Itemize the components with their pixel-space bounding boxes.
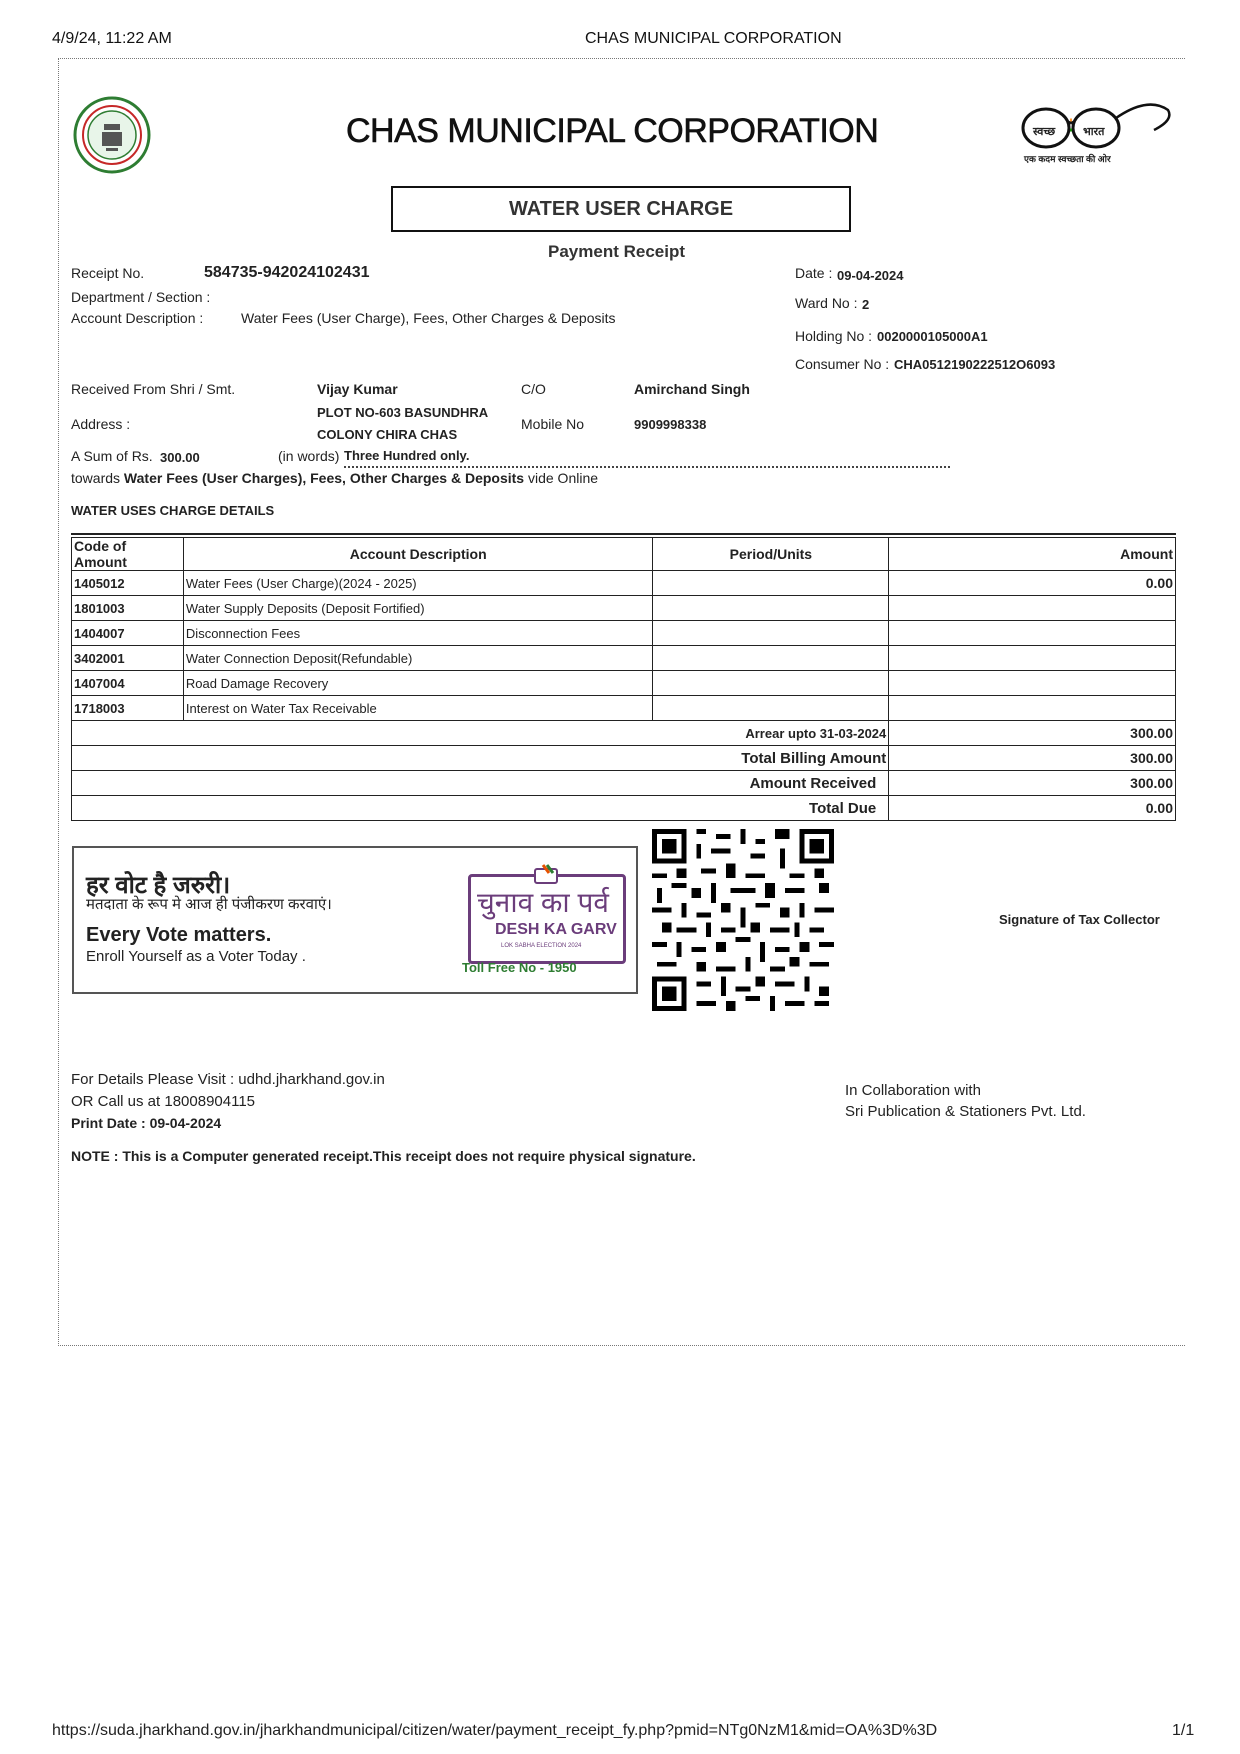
vote-hindi-sub: मतदाता के रूप मे आज ही पंजीकरण करवाएं। (86, 896, 332, 913)
col-header-desc: Account Description (183, 538, 653, 571)
row-code: 1718003 (72, 696, 184, 721)
toll-free-number: Toll Free No - 1950 (462, 960, 577, 975)
footer-details: For Details Please Visit : udhd.jharkhand.gov.in (71, 1071, 385, 1088)
print-page-number: 1/1 (1172, 1722, 1195, 1739)
mobile-label: Mobile No (521, 416, 585, 432)
row-code: 1407004 (72, 671, 184, 696)
summary-label: Total Due (72, 796, 889, 821)
ward-label: Ward No : (795, 295, 858, 311)
print-url: https://suda.jharkhand.gov.in/jharkhandmunicipal/citizen/water/payment_receipt_fy.php?pmid=NTg0NzM1&mid=OA%3D%3D (52, 1722, 938, 1739)
jharkhand-emblem-icon (72, 96, 152, 174)
row-code: 3402001 (72, 646, 184, 671)
table-top-rule (71, 533, 1176, 535)
received-from-label: Received From Shri / Smt. (71, 381, 236, 397)
print-page-title: CHAS MUNICIPAL CORPORATION (585, 30, 842, 47)
swachh-left-text: स्वच्छ (1033, 126, 1056, 138)
row-code: 1404007 (72, 621, 184, 646)
row-period (653, 671, 889, 696)
row-desc: Interest on Water Tax Receivable (183, 696, 653, 721)
row-code: 1405012 (72, 571, 184, 596)
row-code: 1801003 (72, 596, 184, 621)
received-from-value: Vijay Kumar (317, 381, 398, 397)
footer-call: OR Call us at 18008904115 (71, 1093, 256, 1110)
col-header-amount: Amount (889, 538, 1176, 571)
department-label: Department / Section : (71, 289, 211, 305)
holding-label: Holding No : (795, 328, 873, 344)
account-desc-value: Water Fees (User Charge), Fees, Other Charges & Deposits (241, 310, 616, 326)
election-logo (468, 874, 626, 964)
consumer-label: Consumer No : (795, 356, 890, 372)
footer-print-date: Print Date : 09-04-2024 (71, 1115, 222, 1131)
water-user-charge-title: WATER USER CHARGE (391, 186, 851, 232)
address-line1: PLOT NO-603 BASUNDHRA (317, 405, 489, 420)
summary-amount: 300.00 (889, 771, 1176, 796)
election-logo-hindi: चुनाव का पर्व (477, 887, 609, 918)
receipt-no-value: 584735-942024102431 (204, 264, 370, 281)
summary-row-total-due (72, 796, 1176, 821)
vide-text: vide Online (527, 470, 599, 486)
table-row (72, 671, 1176, 696)
table-row (72, 621, 1176, 646)
mobile-value: 9909998338 (634, 417, 707, 432)
row-desc: Disconnection Fees (183, 621, 653, 646)
row-amount (889, 646, 1176, 671)
election-logo-small: LOK SABHA ELECTION 2024 (501, 943, 582, 949)
summary-row-arrear (72, 721, 1176, 746)
in-words-label: (in words) (278, 448, 340, 464)
footer-note: NOTE : This is a Computer generated receipt.This receipt does not require physical signature. (71, 1148, 696, 1164)
address-line2: COLONY CHIRA CHAS (317, 427, 458, 442)
summary-label: Amount Received (72, 771, 889, 796)
table-row (72, 696, 1176, 721)
row-period (653, 596, 889, 621)
summary-amount: 300.00 (889, 721, 1176, 746)
table-row (72, 646, 1176, 671)
election-logo-english: DESH KA GARV (495, 921, 617, 938)
ballot-finger-icon (531, 863, 561, 885)
address-label: Address : (71, 416, 131, 432)
summary-label: Arrear upto 31-03-2024 (72, 721, 889, 746)
ward-value: 2 (862, 297, 870, 312)
payment-receipt-subtitle: Payment Receipt (548, 242, 685, 261)
qr-code-icon (652, 829, 834, 1011)
summary-amount: 0.00 (889, 796, 1176, 821)
account-desc-label: Account Description : (71, 310, 204, 326)
row-amount (889, 696, 1176, 721)
row-period (653, 696, 889, 721)
row-amount: 0.00 (889, 571, 1176, 596)
swachh-tagline: एक कदम स्वच्छता की ओर (1024, 154, 1111, 164)
col-header-code: Code of Amount (72, 538, 184, 571)
table-row (72, 571, 1176, 596)
print-datetime: 4/9/24, 11:22 AM (52, 30, 172, 47)
signature-label: Signature of Tax Collector (999, 912, 1160, 927)
towards-line (71, 470, 598, 486)
row-amount (889, 596, 1176, 621)
col-header-period: Period/Units (653, 538, 889, 571)
row-period (653, 571, 889, 596)
date-value: 09-04-2024 (837, 268, 904, 283)
towards-label: towards (71, 470, 121, 486)
row-period (653, 646, 889, 671)
row-desc: Water Connection Deposit(Refundable) (183, 646, 653, 671)
charge-details-table (71, 537, 1176, 821)
receipt-no-label: Receipt No. (71, 265, 145, 281)
table-header-row (72, 538, 1176, 571)
co-value: Amirchand Singh (634, 381, 750, 397)
footer-collab1: In Collaboration with (845, 1082, 981, 1099)
vote-hindi-title: हर वोट है जरुरी। (86, 872, 231, 899)
row-desc: Water Fees (User Charge)(2024 - 2025) (183, 571, 653, 596)
vote-english-title: Every Vote matters. (86, 924, 272, 946)
row-period (653, 621, 889, 646)
vote-english-sub: Enroll Yourself as a Voter Today . (86, 948, 306, 965)
holding-value: 0020000105000A1 (877, 329, 988, 344)
towards-value: Water Fees (User Charges), Fees, Other Charges & Deposits (123, 470, 525, 486)
vote-banner (72, 846, 638, 994)
date-label: Date : (795, 265, 833, 281)
table-row (72, 596, 1176, 621)
summary-row-amount-received (72, 771, 1176, 796)
row-desc: Road Damage Recovery (183, 671, 653, 696)
details-heading: WATER USES CHARGE DETAILS (71, 503, 275, 518)
sum-value: 300.00 (160, 450, 200, 465)
summary-row-total-billing (72, 746, 1176, 771)
swachh-right-text: भारत (1083, 126, 1105, 138)
co-label: C/O (521, 381, 546, 397)
sum-label: A Sum of Rs. (71, 448, 153, 464)
footer-collab2: Sri Publication & Stationers Pvt. Ltd. (845, 1103, 1086, 1120)
consumer-value: CHA0512190222512O6093 (894, 357, 1056, 372)
summary-label: Total Billing Amount (72, 746, 889, 771)
summary-amount: 300.00 (889, 746, 1176, 771)
org-title: CHAS MUNICIPAL CORPORATION (346, 112, 879, 150)
in-words-value: Three Hundred only. (344, 448, 950, 468)
row-desc: Water Supply Deposits (Deposit Fortified) (183, 596, 653, 621)
row-amount (889, 671, 1176, 696)
row-amount (889, 621, 1176, 646)
